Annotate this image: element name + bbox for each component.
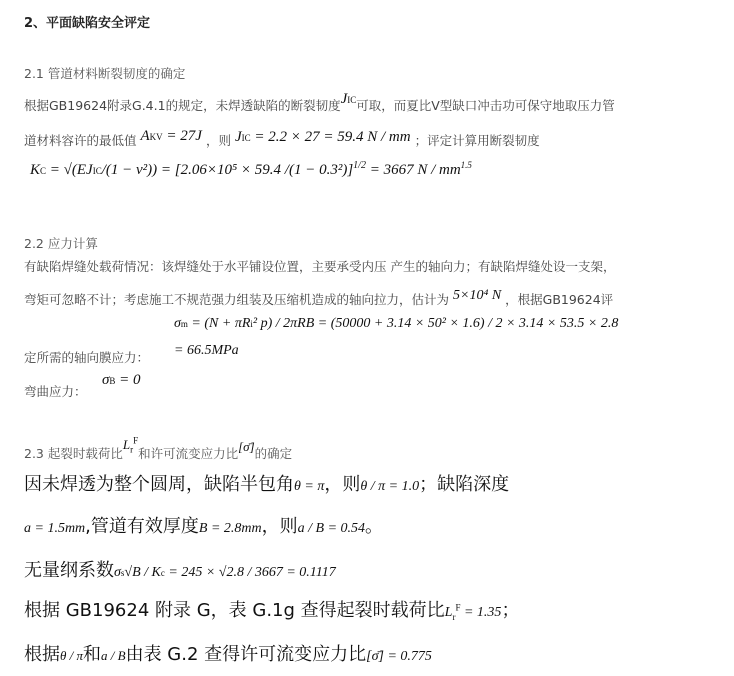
s21-line2-b: ；评定计算用断裂韧度 (414, 133, 540, 148)
s22-line2 (24, 290, 613, 309)
s21-line1-a: 根据GB19624附录G.4.1的规定，未焊透缺陷的断裂韧度 (24, 98, 341, 113)
s23-p2: a = 1.5mm,管道有效厚度B = 2.8mm，则a / B = 0.54。 (24, 516, 384, 537)
heading-2-3-b: 和许可流变应力比 (138, 446, 239, 461)
s23-p1: 因未焊透为整个圆周，缺陷半包角θ = π，则θ / π = 1.0；缺陷深度 (24, 474, 510, 495)
section-title: 2、平面缺陷安全评定 (24, 16, 151, 31)
heading-2-3-a: 2.3 起裂时载荷比 (24, 446, 123, 461)
kc-formula: KC = √(EJIC/(1 − ν²)) = [2.06×10⁵ × 59.4 /(1 − 0.3²)]$^{1/2}$ = 3667 N / $mm^{1.5}$ (30, 160, 472, 178)
akv-formula: AKV = 27J (140, 128, 202, 144)
jic-symbol: JIC (340, 91, 357, 107)
sigma-b-formula: σB = 0 (102, 372, 141, 388)
jic-formula: JIC = 2.2 × 27 = 59.4 N / mm (234, 129, 411, 145)
s23-p4: 根据 GB19624 附录 G，表 G.1g 查得起裂时载荷比$L_r^F = 1.35$； (24, 600, 520, 622)
s22-line3: 定所需的轴向膜应力： (24, 350, 150, 365)
sigma-m-value: = 66.5MPa (174, 343, 239, 358)
s22-line4: 弯曲应力： (24, 384, 87, 399)
lrf-symbol: $L_r^F$ (122, 435, 139, 455)
heading-2-3 (24, 435, 293, 464)
s22-line2-b: ，根据GB19624评 (505, 292, 614, 307)
s23-p3: 无量纲系数σs√B / Kc = 245 × √2.8 / 3667 = 0.1117 (24, 560, 336, 581)
heading-2-3-c: 的确定 (254, 446, 293, 461)
s21-line1 (24, 91, 615, 115)
s22-line2-a: 弯矩可忽略不计；考虑施工不规范强力组装及压缩机造成的轴向拉力，估计为 (24, 292, 450, 307)
heading-2-2: 2.2 应力计算 (24, 236, 98, 251)
sigma-m-formula: σm = (N + πRi² p) / 2πRB = (50000 + 3.14 × 50² × 1.6) / 2 × 3.14 × 53.5 × 2.8 (174, 316, 619, 331)
heading-2-1: 2.1 管道材料断裂韧度的确定 (24, 66, 186, 81)
sigma-bar-symbol: [σ̄] (238, 439, 255, 454)
s21-line1-b: 可取，而夏比V型缺口冲击功可保守地取压力管 (356, 98, 615, 113)
s21-line2-mid: ，则 (205, 133, 231, 148)
axial-force-value: 5×10⁴ N (453, 288, 502, 303)
s21-line2 (24, 128, 540, 150)
s22-line1: 有缺陷焊缝处载荷情况：该焊缝处于水平铺设位置，主要承受内压 产生的轴向力；有缺陷焊缝处设一支架， (24, 259, 616, 274)
s23-p5: 根据θ / π和a / B由表 G.2 查得许可流变应力比[σ̄] = 0.775 (24, 644, 432, 665)
s21-line2-a: 道材料容许的最低值 (24, 133, 137, 148)
